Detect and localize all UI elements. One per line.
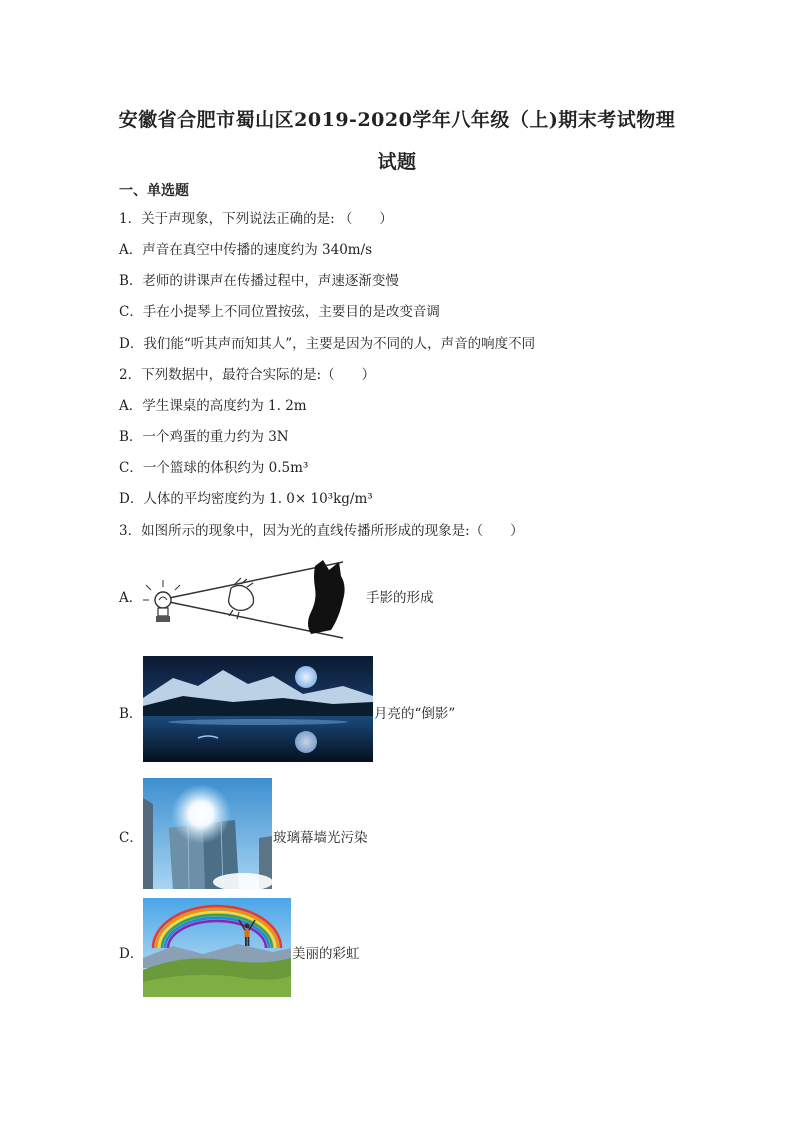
q3-option-c-caption: 玻璃幕墙光污染	[273, 830, 368, 846]
q2-stem: 2．下列数据中，最符合实际的是:（ ）	[119, 367, 376, 383]
q3-stem: 3．如图所示的现象中，因为光的直线传播所形成的现象是:（ ）	[119, 523, 524, 539]
q3-option-a-caption: 手影的形成	[366, 590, 434, 606]
q3-option-b-caption: 月亮的“倒影”	[374, 706, 456, 722]
q3-option-a-label: A．	[119, 590, 143, 606]
rainbow-image	[143, 898, 291, 997]
q2-option-c: C．一个篮球的体积约为 0.5m³	[119, 460, 309, 476]
page-title-line2: 试题	[377, 151, 417, 173]
q2-option-b: B．一个鸡蛋的重力约为 3N	[119, 429, 289, 445]
q1-option-d: D．我们能“听其声而知其人”，主要是因为不同的人，声音的响度不同	[119, 336, 536, 352]
hand-shadow-image	[143, 554, 365, 646]
moon-reflection-image	[143, 656, 373, 762]
q1-stem: 1．关于声现象，下列说法正确的是: （ ）	[119, 211, 393, 227]
q3-option-b-label: B．	[119, 706, 143, 722]
q2-option-d: D．人体的平均密度约为 1. 0× 10³kg/m³	[119, 491, 373, 507]
q2-option-a: A．学生课桌的高度约为 1. 2m	[119, 398, 307, 414]
q1-option-a: A．声音在真空中传播的速度约为 340m/s	[119, 242, 373, 258]
q3-option-c-label: C．	[119, 830, 143, 846]
glass-curtain-wall-image	[143, 778, 272, 889]
page-title-line1: 安徽省合肥市蜀山区2019-2020学年八年级（上)期末考试物理	[118, 109, 676, 131]
q3-option-d-caption: 美丽的彩虹	[292, 946, 360, 962]
q3-option-d-label: D．	[119, 946, 144, 962]
section-heading: 一、单选题	[119, 183, 189, 199]
q1-option-c: C．手在小提琴上不同位置按弦，主要目的是改变音调	[119, 304, 440, 320]
q1-option-b: B．老师的讲课声在传播过程中，声速逐渐变慢	[119, 273, 399, 289]
